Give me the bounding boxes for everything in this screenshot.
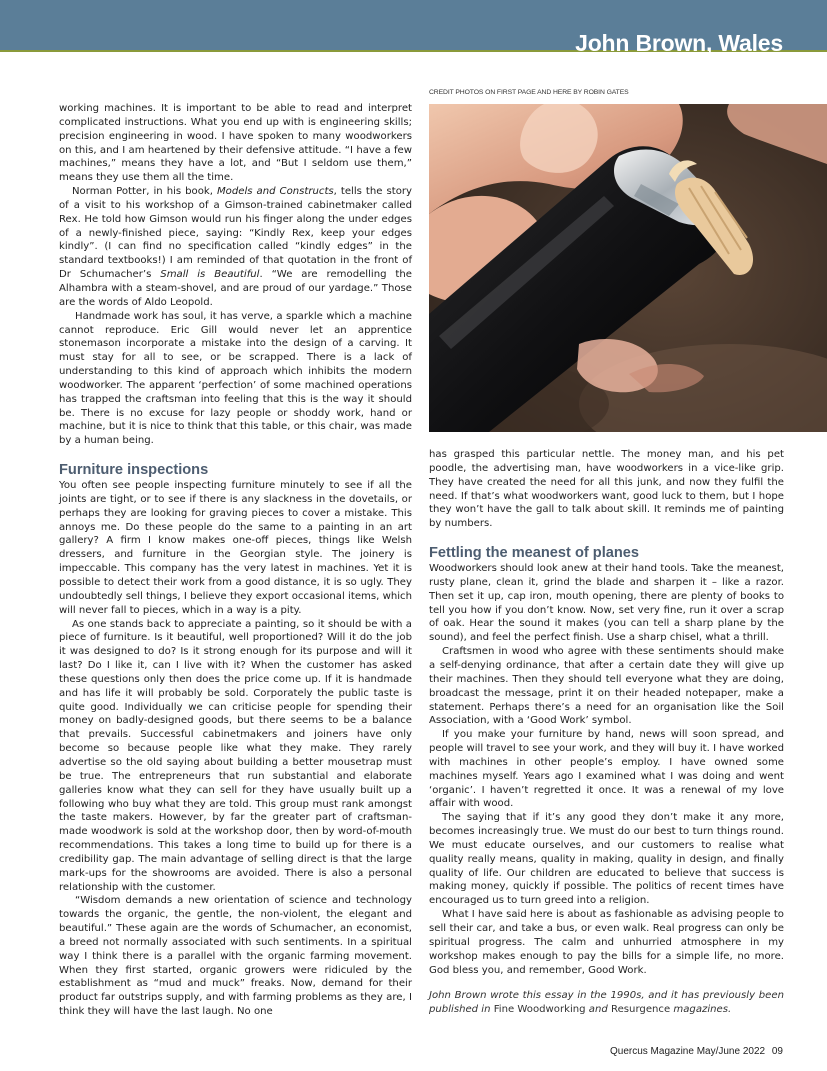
paragraph: Handmade work has soul, it has verve, a sparkle which a machine cannot reproduce. Eric Gill would never let an apprentice stonemason incorporate a mistake into the design of a carving. It must stay for all to see, or be scrapped. There is a lack of understanding to this kind of approach which inhibits the modern woodworker. The apparent ‘perfection’ of some machined operations has trapped the craftsman into feeling that this is the way it should be. There is no excuse for lazy people or shoddy work, hand or machine, but it is nice to think that this table, or this chair, was made by a human being. [59, 310, 412, 447]
publication-name: Resurgence [611, 1004, 671, 1016]
paragraph: If you make your furniture by hand, news will soon spread, and people will travel to see your work, and they will buy it. I have worked with machines in other people’s employ. I have owned some machines myself. Years ago I examined what I was doing and went ‘organic’. I haven’t regretted it once. It was a renewal of my love affair with wood. [429, 729, 784, 810]
chisel-photo [429, 104, 827, 432]
section-heading: Fettling the meanest of planes [429, 545, 640, 562]
paragraph: You often see people inspecting furniture minutely to see if all the joints are tight, or to see if there is any slackness in the dovetails, or perhaps they are looking for graving pieces to cover a mistake. This annoys me. Do these people do the same to a painting in an art gallery? A firm I know makes one-off pieces, things like Welsh dressers, and furniture in the Georgian style. The joinery is impeccable. This company has the very latest in machines. Yet it is possible to detect their work from a good distance, it is so ugly. They undoubtedly sell things, I believe they export occasional items, which will never fall to pieces, which in a way is a pity. [59, 480, 412, 616]
left-column [59, 102, 412, 1019]
page-footer [610, 1046, 783, 1057]
paragraph: Norman Potter, in his book, Models and Constructs, tells the story of a visit to his workshop of a Gimson-trained cabinetmaker called Rex. He told how Gimson would run his finger along the under edges of a newly-finished piece, saying: “Kindly Rex, keep your edges kindly”. (I can find no specification called “kindly edges” in the standard textbooks!) I am reminded of that quotation in the front of Dr Schumacher’s Small is Beautiful. “We are remodelling the Alhambra with a steam-shovel, and are proud of our yardage.” Those are the words of Aldo Leopold. [59, 186, 412, 308]
paragraph: What I have said here is about as fashionable as advising people to sell their car, and take a bus, or even walk. Real progress can only be spiritual progress. The calm and unhurried atmosphere in my workshop makes enough to pay the bills for a simple life, no more. God bless you, and remember, Good Work. [429, 909, 784, 976]
paragraph: As one stands back to appreciate a painting, so it should be with a piece of furniture. Is it beautiful, well proportioned? Will it do the job it was designed to do? Is it strong enough for its purpose and will it last? Do I like it, can I live with it? When the customer has asked these questions only then does the price come up. If it is handmade and has life it will probably be sold. Corporately the public taste is quite good. Individually we can criticise people for spending their money on badly-designed goods, but there seems to be a balance that prevails. Successful cabinetmakers and joiners have only become so because people like what they make. They rarely advertise so the old saying about building a better mousetrap must be true. The entrepreneurs that run substantial and elaborate galleries know what they can sell for they have usually built up a following who buy what they are told. This group must rank amongst the taste makers. However, by far the greater part of craftsman-made woodwork is sold at the workshop door, then by word-of-mouth recommendations. This takes a long time to build up for there is a credibility gap. The main advantage of selling direct is that the large mark-ups for the showrooms are avoided. There is also a personal relationship with the customer. [59, 618, 412, 893]
paragraph: has grasped this particular nettle. The money man, and his pet poodle, the advertising man, have woodworkers in a vice-like grip. They have created the need for all this junk, and now they fulfil the need. If that’s what woodworkers want, good luck to them, but I hope they won’t have the gall to talk about skill. It reminds me of painting by numbers. [429, 449, 784, 530]
issue-date: May/June 2022 [696, 1046, 766, 1057]
paragraph: Woodworkers should look anew at their hand tools. Take the meanest, rusty plane, clean it, grind the blade and sharpen it – like a razor. Then set it up, cap iron, mouth opening, there are plenty of books to tell you how if you don’t know. Now, set very fine, run it over a scrap of oak. Hear the sound it makes (you can tell a sharp plane by the sound), and feel the perfect finish. Use a sharp chisel, what a thrill. [429, 563, 784, 644]
chisel-image [429, 104, 827, 432]
publication-name: Fine Woodworking [493, 1004, 586, 1016]
author-note: John Brown wrote this essay in the 1990s, and it has previously been published in Fine Woodworking and Resurgence magazines. [429, 990, 784, 1016]
paragraph: The saying that if it’s any good they don’t make it any more, becomes increasingly true. We must do our best to turn things round. We must educate ourselves, and our customers to realise what quality really means, quality in making, quality in design, and finally quality of life. Our children are educated to believe that success is making money, quickly if possible. The politics of recent times have encouraged us to turn greed into a religion. [429, 812, 784, 907]
paragraph: Craftsmen in wood who agree with these sentiments should make a self-denying ordinance, that after a certain date they will give up their machines. Then they should tell everyone what they are doing, broadcast the message, print it on their headed notepaper, make a statement. Perhaps there’s a need for an organisation like the Soil Association, with a ‘Good Work’ symbol. [429, 646, 784, 727]
photo-credit: CREDIT PHOTOS ON FIRST PAGE AND HERE BY ROBIN GATES [429, 89, 629, 96]
book-title: Small is Beautiful [160, 269, 260, 281]
paragraph: “Wisdom demands a new orientation of science and technology towards the organic, the gentle, the non-violent, the elegant and beautiful.” These again are the words of Schumacher, an economist, a breed not normally associated with such sentiments. In a spiritual way I think there is a parallel with the organic farming movement. When they first started, organic growers were ridiculed by the establishment as “mud and muck” freaks. Now, demand for their product far outstrips supply, and with farming problems as they are, I think they will have the last laugh. No one [59, 895, 412, 1018]
paragraph: working machines. It is important to be able to read and interpret complicated instructions. What you end up with is engineering skills; precision engineering in wood. I have spoken to many woodworkers on this, and I am heartened by their defensive attitude. “I have a few machines,” means they have a lot, and “But I seldom use them,” means they use them all the time. [59, 103, 412, 184]
page-title: John Brown, Wales [575, 30, 783, 56]
right-column [429, 448, 784, 1017]
book-title: Models and Constructs [216, 186, 334, 198]
page-number: 09 [771, 1046, 783, 1057]
magazine-name: Quercus Magazine [609, 1046, 694, 1057]
section-heading: Furniture inspections [59, 462, 209, 479]
